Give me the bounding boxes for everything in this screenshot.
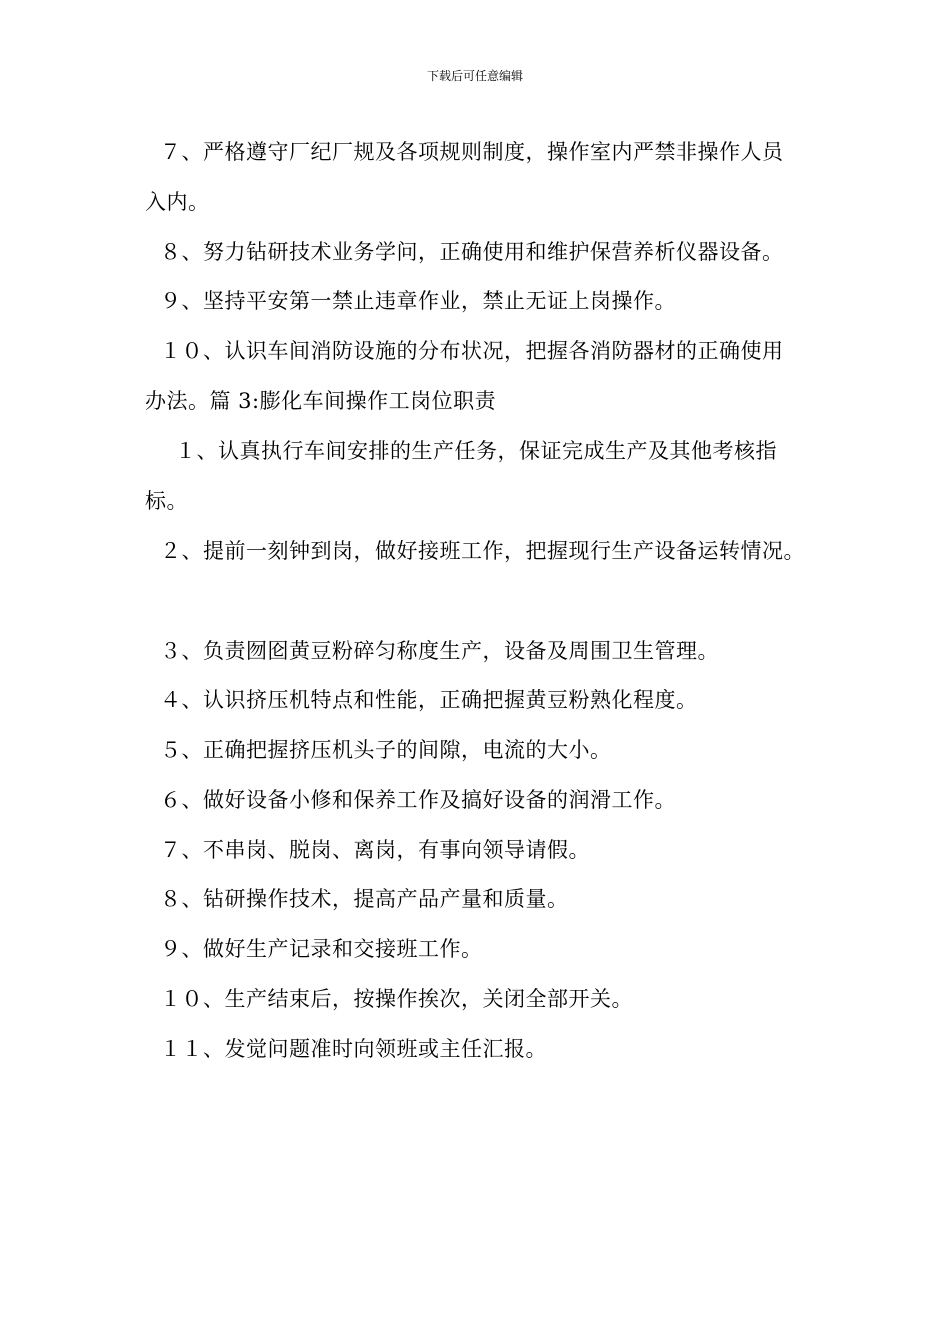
paragraph-line: ６、做好设备小修和保养工作及搞好设备的润滑工作。 (160, 788, 676, 812)
paragraph-line: ９、做好生产记录和交接班工作。 (160, 937, 483, 961)
paragraph-line: １、认真执行车间安排的生产任务，保证完成生产及其他考核指 (175, 439, 777, 463)
paragraph-line: １１、发觉问题准时向领班或主任汇报。 (160, 1037, 547, 1061)
paragraph-line: ２、提前一刻钟到岗，做好接班工作，把握现行生产设备运转情况。 (160, 539, 805, 563)
paragraph-line: ９、坚持平安第一禁止违章作业，禁止无证上岗操作。 (160, 289, 676, 313)
paragraph-line: ３、负责囫囵黄豆粉碎匀称度生产，设备及周围卫生管理。 (160, 639, 719, 663)
paragraph-line: ４、认识挤压机特点和性能，正确把握黄豆粉熟化程度。 (160, 688, 698, 712)
paragraph-line: ８、努力钻研技术业务学问，正确使用和维护保营养析仪器设备。 (160, 240, 784, 264)
paragraph-line: ７、严格遵守厂纪厂规及各项规则制度，操作室内严禁非操作人员 (160, 140, 784, 164)
paragraph-line: １０、认识车间消防设施的分布状况，把握各消防器材的正确使用 (160, 339, 784, 363)
paragraph-line: 标。 (145, 489, 188, 513)
paragraph-line: ５、正确把握挤压机头子的间隙，电流的大小。 (160, 738, 612, 762)
paragraph-line: １０、生产结束后，按操作挨次，关闭全部开关。 (160, 987, 633, 1011)
paragraph-line: 入内。 (145, 190, 210, 214)
page-header: 下载后可任意编辑 (426, 69, 523, 83)
paragraph-line: ８、钻研操作技术，提高产品产量和质量。 (160, 887, 569, 911)
paragraph-line: 办法。篇 3:膨化车间操作工岗位职责 (145, 389, 497, 413)
paragraph-line: ７、不串岗、脱岗、离岗，有事向领导请假。 (160, 838, 590, 862)
